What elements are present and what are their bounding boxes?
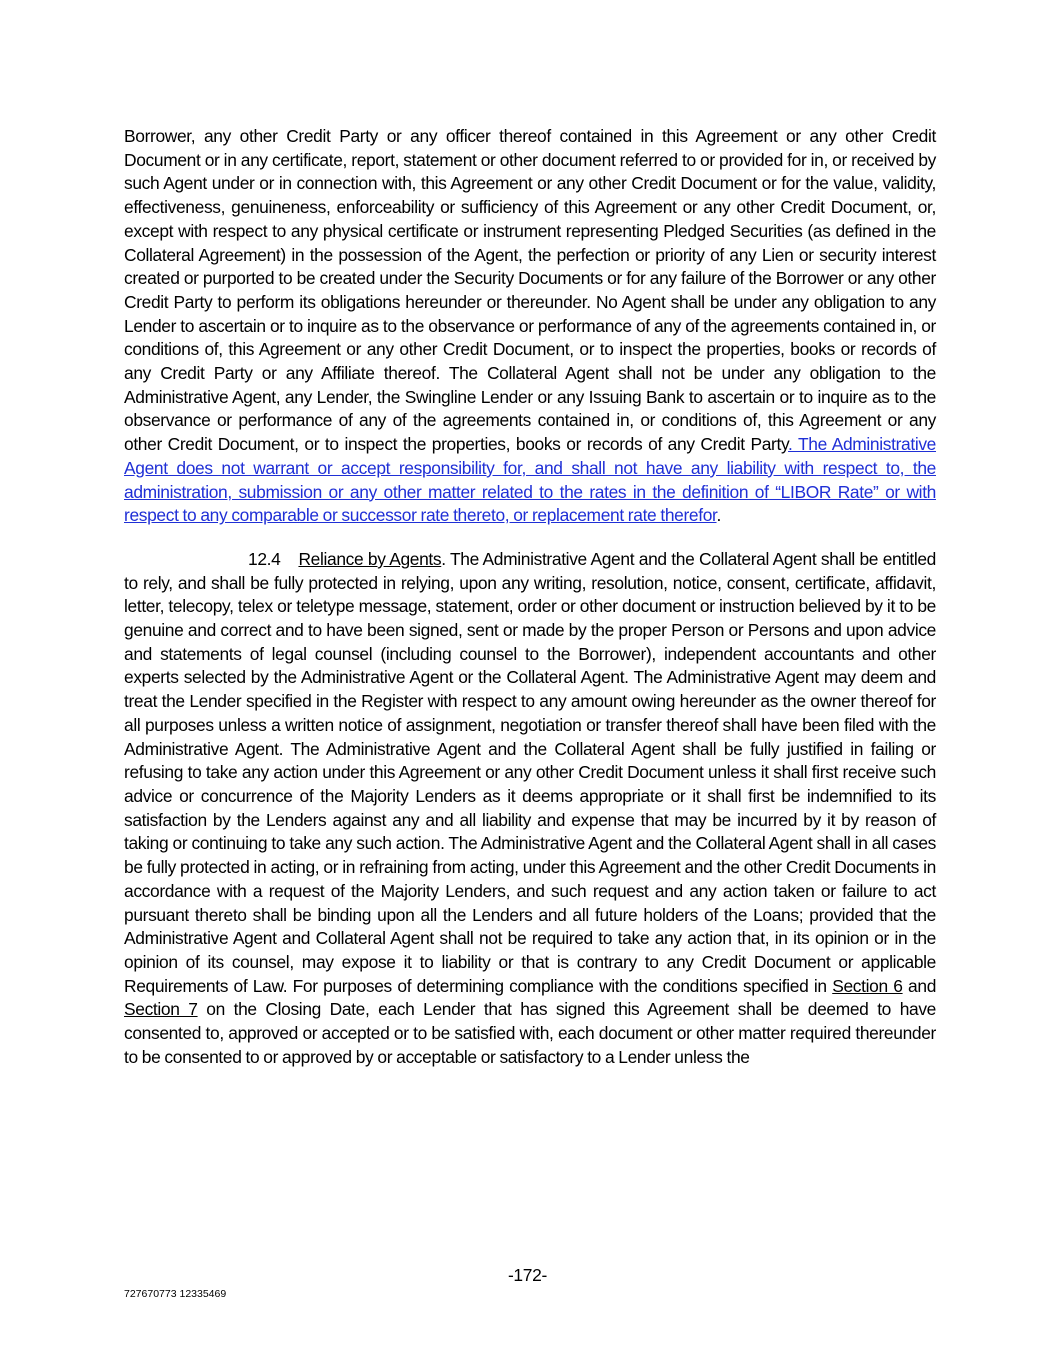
paragraph-section-12-4 <box>124 548 936 1069</box>
document-body <box>124 125 936 1069</box>
inserted-libor-disclaimer: . The Administrative Agent does not warrant or accept responsibility for, and shall not have any liability with respect to, the administration, submission or any other matter related to the rates in the definition of “LIBOR Rate” or with respect to any comparable or successor rate thereto, or replacement rate therefor <box>124 434 937 526</box>
document-id: 727670773 12335469 <box>124 1288 227 1300</box>
paragraph-text: on the Closing Date, each Lender that has signed this Agreement shall be deemed to have consented to, approved or accepted or to be satisfied with, each document or other matter required thereunder to be consented to or approved by or acceptable or satisfactory to a Lender unless the <box>124 999 937 1067</box>
section-6-reference: Section 6 <box>832 975 903 996</box>
page-number: -172- <box>507 1265 548 1285</box>
section-7-reference: Section 7 <box>124 999 198 1020</box>
paragraph-connector: and <box>902 975 937 996</box>
section-number: 12.4 <box>248 548 281 569</box>
paragraph-text: Borrower, any other Credit Party or any officer thereof contained in this Agreement or any other Credit Document or in any certificate, report, statement or other document referred to or provided for in, or received by such Agent under or in connection with, this Agreement or any other Credit Document or for the value, validity, effectiveness, genuineness, enforceability or sufficiency of this Agreement or any other Credit Document, or, except with respect to any physical certificate or instrument representing Pledged Securities (as defined in the Collateral Agreement) in the possession of the Agent, the perfection or priority of any Lien or security interest created or purported to be created under the Security Documents or for any failure of the Borrower or any other Credit Party to perform its obligations hereunder or thereunder. No Agent shall be under any obligation to any Lender to ascertain or to inquire as to the observance or performance of any of the agreements contained in, or conditions of, this Agreement or any other Credit Document, or to inspect the properties, books or records of any Credit Party or any Affiliate thereof. The Collateral Agent shall not be under any obligation to the Administrative Agent, any Lender, the Swingline Lender or any Issuing Bank to ascertain or to inquire as to the observance or performance of any of the agreements contained in, or conditions of, this Agreement or any other Credit Document, or to inspect the properties, books or records of any Credit Party <box>124 126 936 455</box>
section-heading-punct: . <box>441 548 446 569</box>
paragraph-end-punct: . <box>716 505 722 526</box>
paragraph-text: The Administrative Agent and the Collateral Agent shall be entitled to rely, and shall be fully protected in relying, upon any writing, resolution, notice, consent, certificate, affidavit, letter, telecopy, telex or teletype message, statement, order or other document or instruction believed by it to be genuine and correct and to have been signed, sent or made by the proper Person or Persons and upon advice and statements of legal counsel (including counsel to the Borrower), independent accountants and other experts selected by the Administrative Agent or the Collateral Agent. The Administrative Agent may deem and treat the Lender specified in the Register with respect to any amount owing hereunder as the owner thereof for all purposes unless a written notice of assignment, negotiation or transfer thereof shall have been filed with the Administrative Agent. The Administrative Agent and the Collateral Agent shall be fully justified in failing or refusing to take any action under this Agreement or any other Credit Document unless it shall first receive such advice or concurrence of the Majority Lenders as it deems appropriate or it shall first be indemnified to its satisfaction by the Lenders against any and all liability and expense that may be incurred by it by reason of taking or continuing to take any such action. The Administrative Agent and the Collateral Agent shall in all cases be fully protected in acting, or in refraining from acting, under this Agreement and the other Credit Documents in accordance with a request of the Majority Lenders, and such request and any action taken or failure to act pursuant thereto shall be binding upon all the Lenders and all future holders of the Loans; provided that the Administrative Agent and Collateral Agent shall not be required to take any action that, in its opinion or in the opinion of its counsel, may expose it to liability or that is contrary to any Credit Document or applicable Requirements of Law. For purposes of determining compliance with the conditions specified in <box>124 548 936 996</box>
section-heading: Reliance by Agents <box>298 548 442 569</box>
paragraph-agent-liability <box>124 125 936 528</box>
